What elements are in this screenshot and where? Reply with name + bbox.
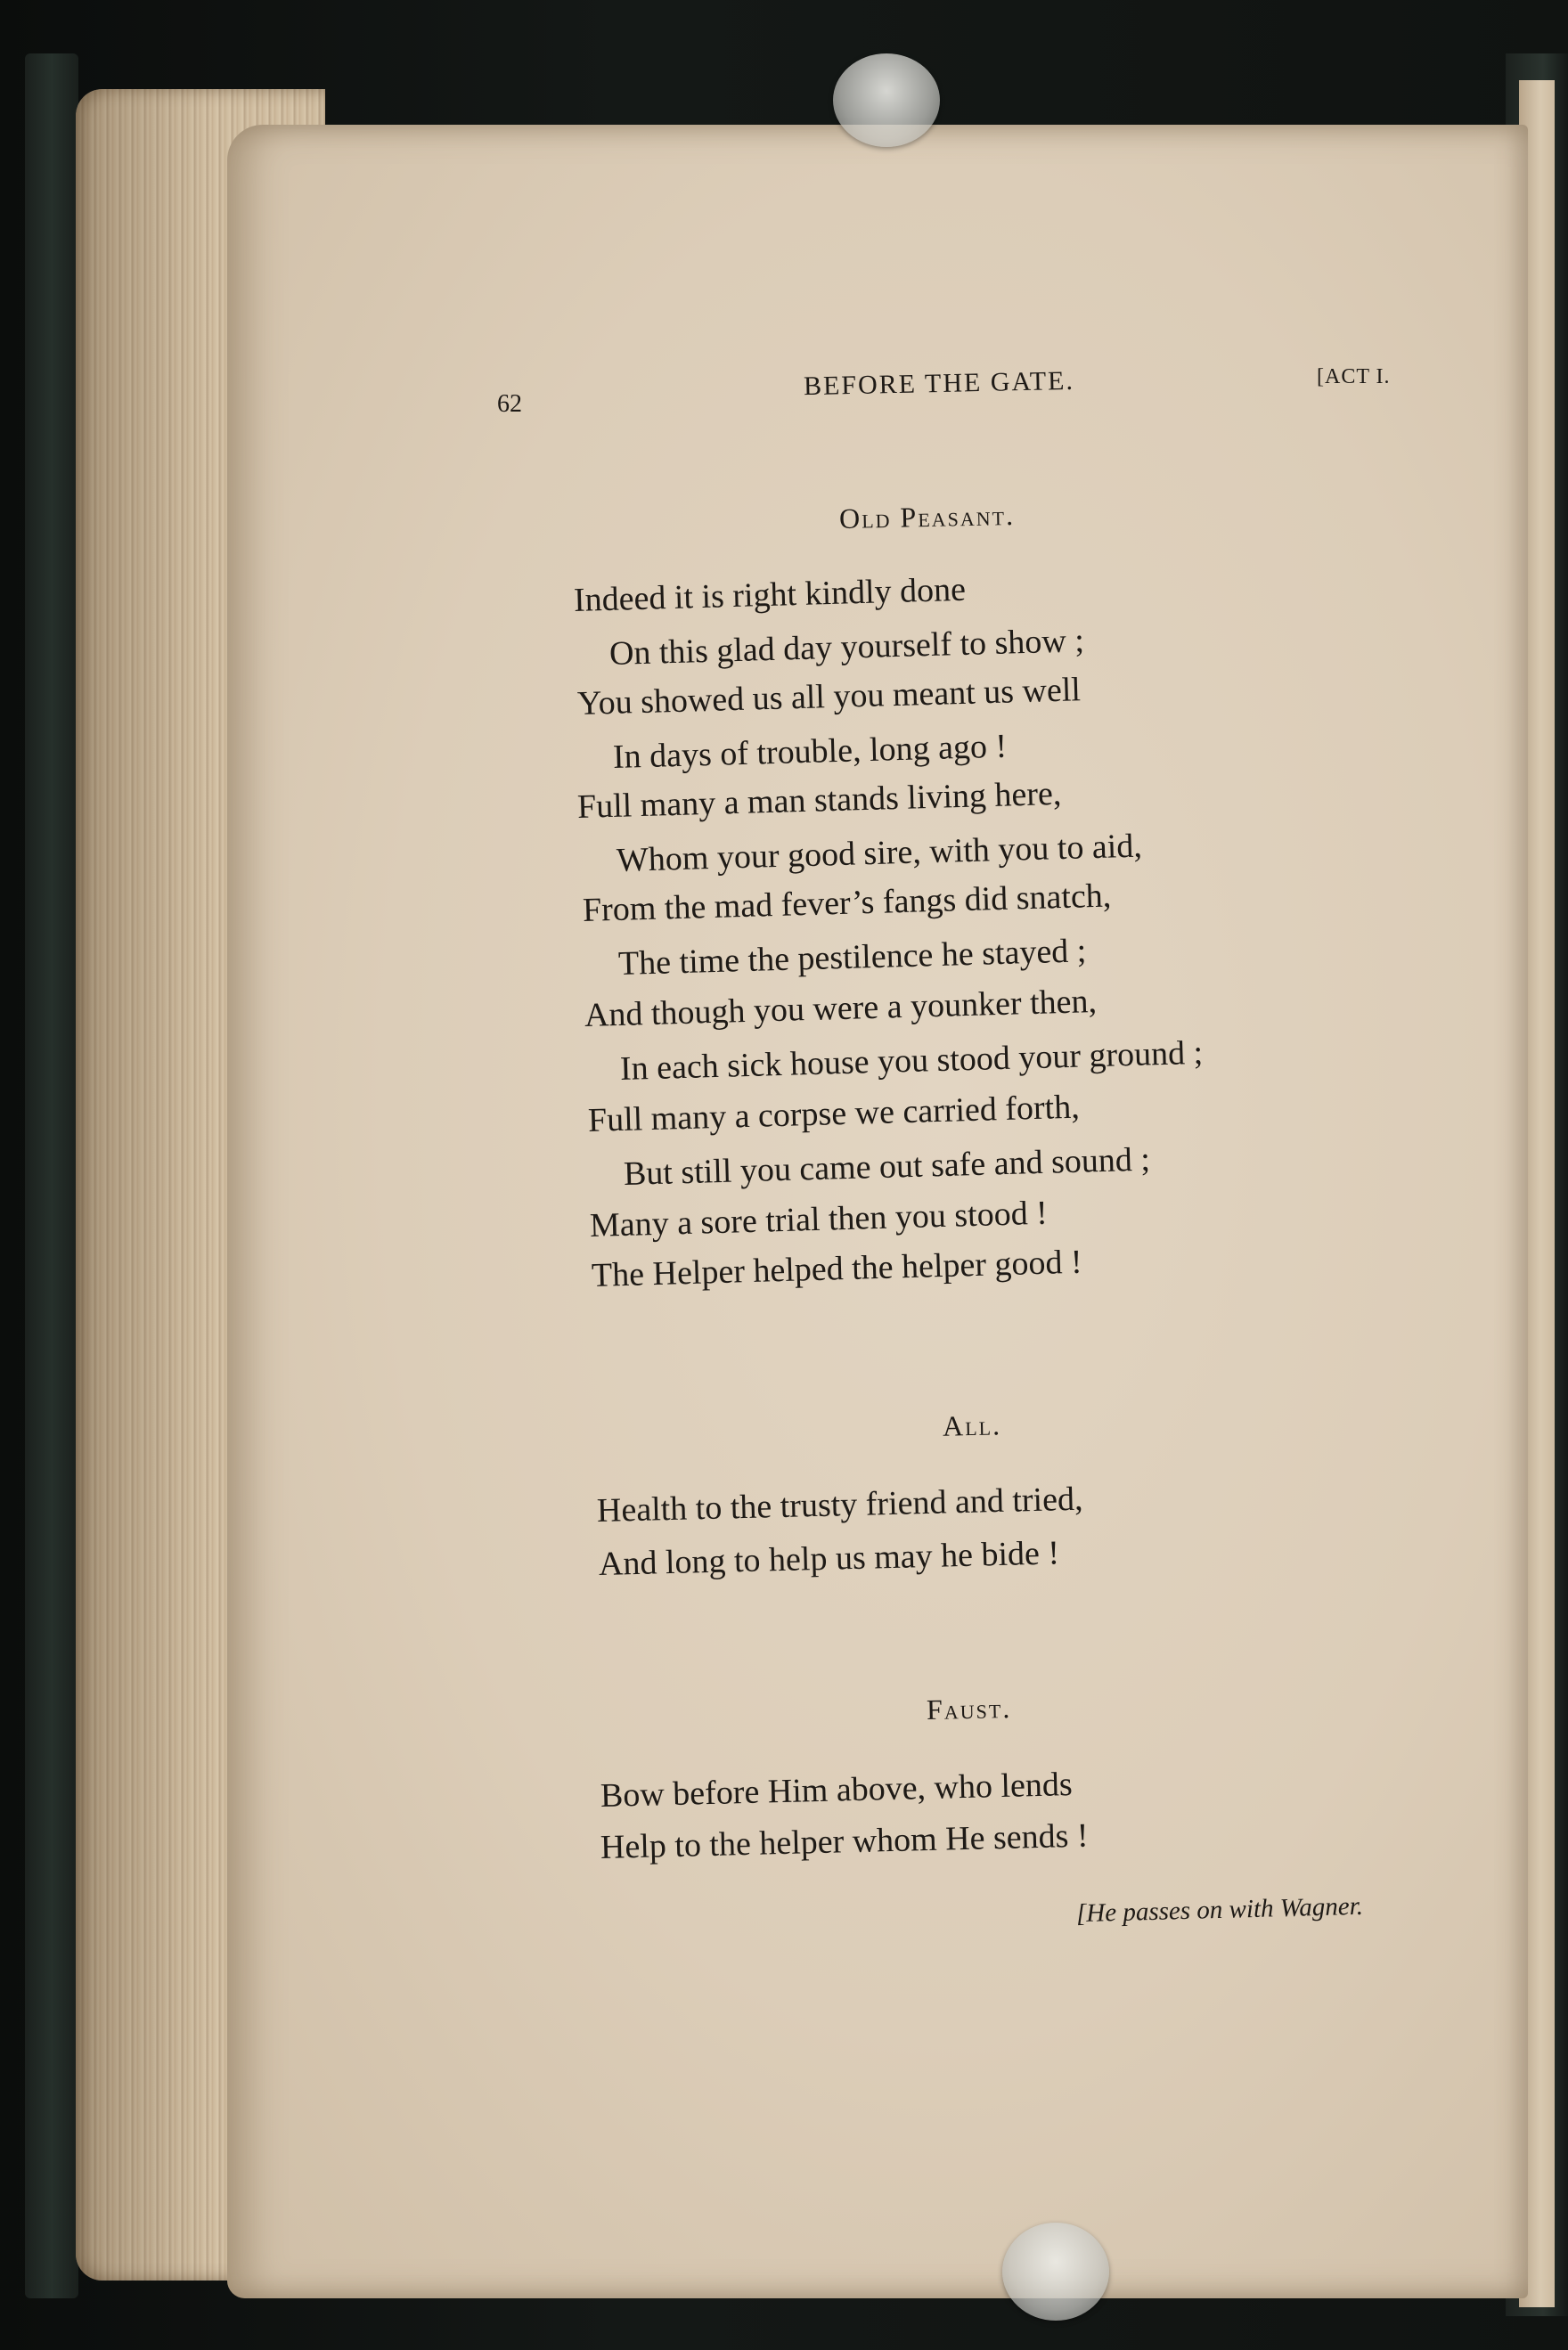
verse-line: In days of trouble, long ago ! (612, 727, 1008, 776)
page-clip-top (833, 53, 940, 147)
verse-line: The Helper helped the helper good ! (591, 1243, 1083, 1294)
verse-line: Indeed it is right kindly done (573, 570, 967, 619)
speaker-heading: Faust. (926, 1692, 1012, 1726)
speaker-heading: Old Peasant. (838, 498, 1016, 535)
verse-line: And long to help us may he bide ! (598, 1534, 1060, 1583)
page-number: 62 (497, 390, 522, 418)
speaker-heading: All. (942, 1408, 1002, 1442)
verse-line: And though you were a younker then, (584, 982, 1098, 1034)
act-label: [ACT I. (1317, 365, 1391, 388)
verse-line: But still you came out safe and sound ; (623, 1140, 1151, 1193)
verse-line: In each sick house you stood your ground ; (619, 1033, 1204, 1088)
verse-line: Many a sore trial then you stood ! (589, 1194, 1049, 1244)
verse-line: Full many a corpse we carried forth, (587, 1088, 1081, 1139)
stage-direction: [He passes on with Wagner. (1075, 1891, 1364, 1929)
page-clip-bottom (1002, 2223, 1109, 2321)
verse-line: Full many a man stands living here, (576, 774, 1062, 826)
book-cover-left (25, 53, 78, 2298)
verse-line: Whom your good sire, with you to aid, (616, 827, 1143, 879)
verse-line: The time the pestilence he stayed ; (617, 932, 1087, 983)
verse-line: Bow before Him above, who lends (600, 1766, 1074, 1815)
verse-line: Health to the trusty friend and tried, (596, 1480, 1083, 1530)
verse-line: Help to the helper whom He sends ! (600, 1816, 1090, 1866)
verse-line: From the mad fever’s fangs did snatch, (582, 877, 1112, 929)
verse-line: You showed us all you meant us well (576, 671, 1082, 722)
verse-line: On this glad day yourself to show ; (608, 622, 1085, 673)
running-head: BEFORE THE GATE. (803, 365, 1075, 402)
